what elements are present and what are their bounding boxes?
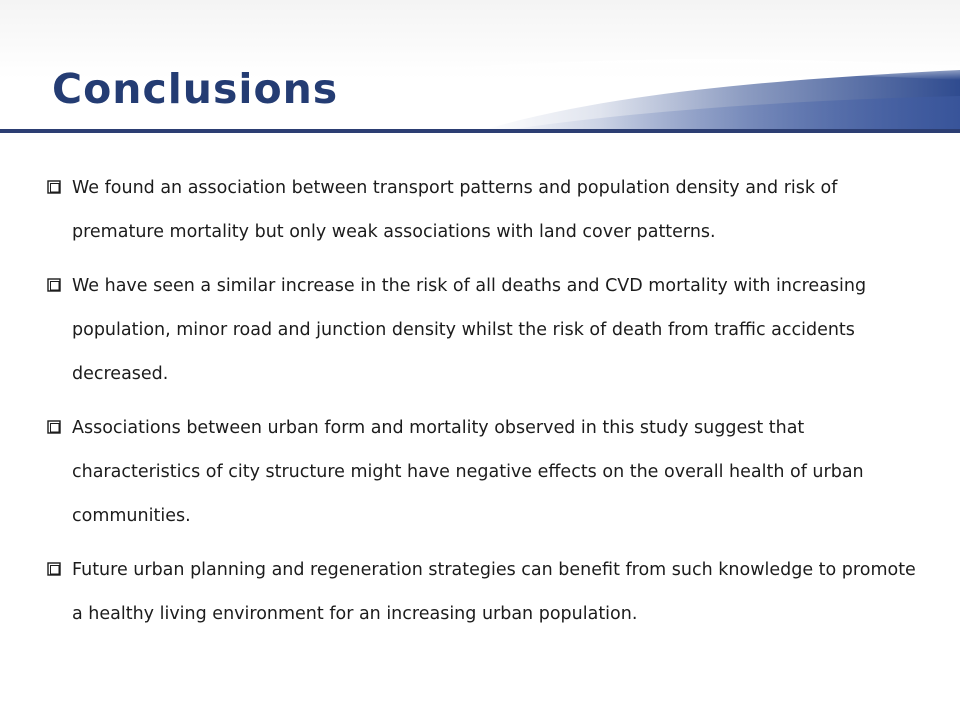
- bullet-text: We found an association between transport patterns and population density and risk of premature mortality but only weak associations with land cover patterns.: [72, 178, 838, 242]
- bullet-text: Future urban planning and regeneration strategies can benefit from such knowledge to promote a healthy living environment for an increasing urban population.: [72, 560, 916, 624]
- bullet-text: We have seen a similar increase in the risk of all deaths and CVD mortality with increasing population, minor road and junction density whilst the risk of death from traffic accidents decreased.: [72, 276, 867, 384]
- bullet-list: [45, 166, 925, 646]
- checkbox-square-icon: [47, 420, 61, 434]
- bullet-item: [45, 264, 925, 396]
- checkbox-square-icon: [47, 562, 61, 576]
- bullet-item: [45, 548, 925, 636]
- slide-title: Conclusions: [52, 65, 339, 113]
- bullet-item: [45, 406, 925, 538]
- bullet-item: [45, 166, 925, 254]
- header-rule: [0, 129, 960, 133]
- checkbox-square-icon: [47, 180, 61, 194]
- checkbox-square-icon: [47, 278, 61, 292]
- bullet-text: Associations between urban form and mortality observed in this study suggest that characteristics of city structure might have negative effects on the overall health of urban communities.: [72, 418, 864, 526]
